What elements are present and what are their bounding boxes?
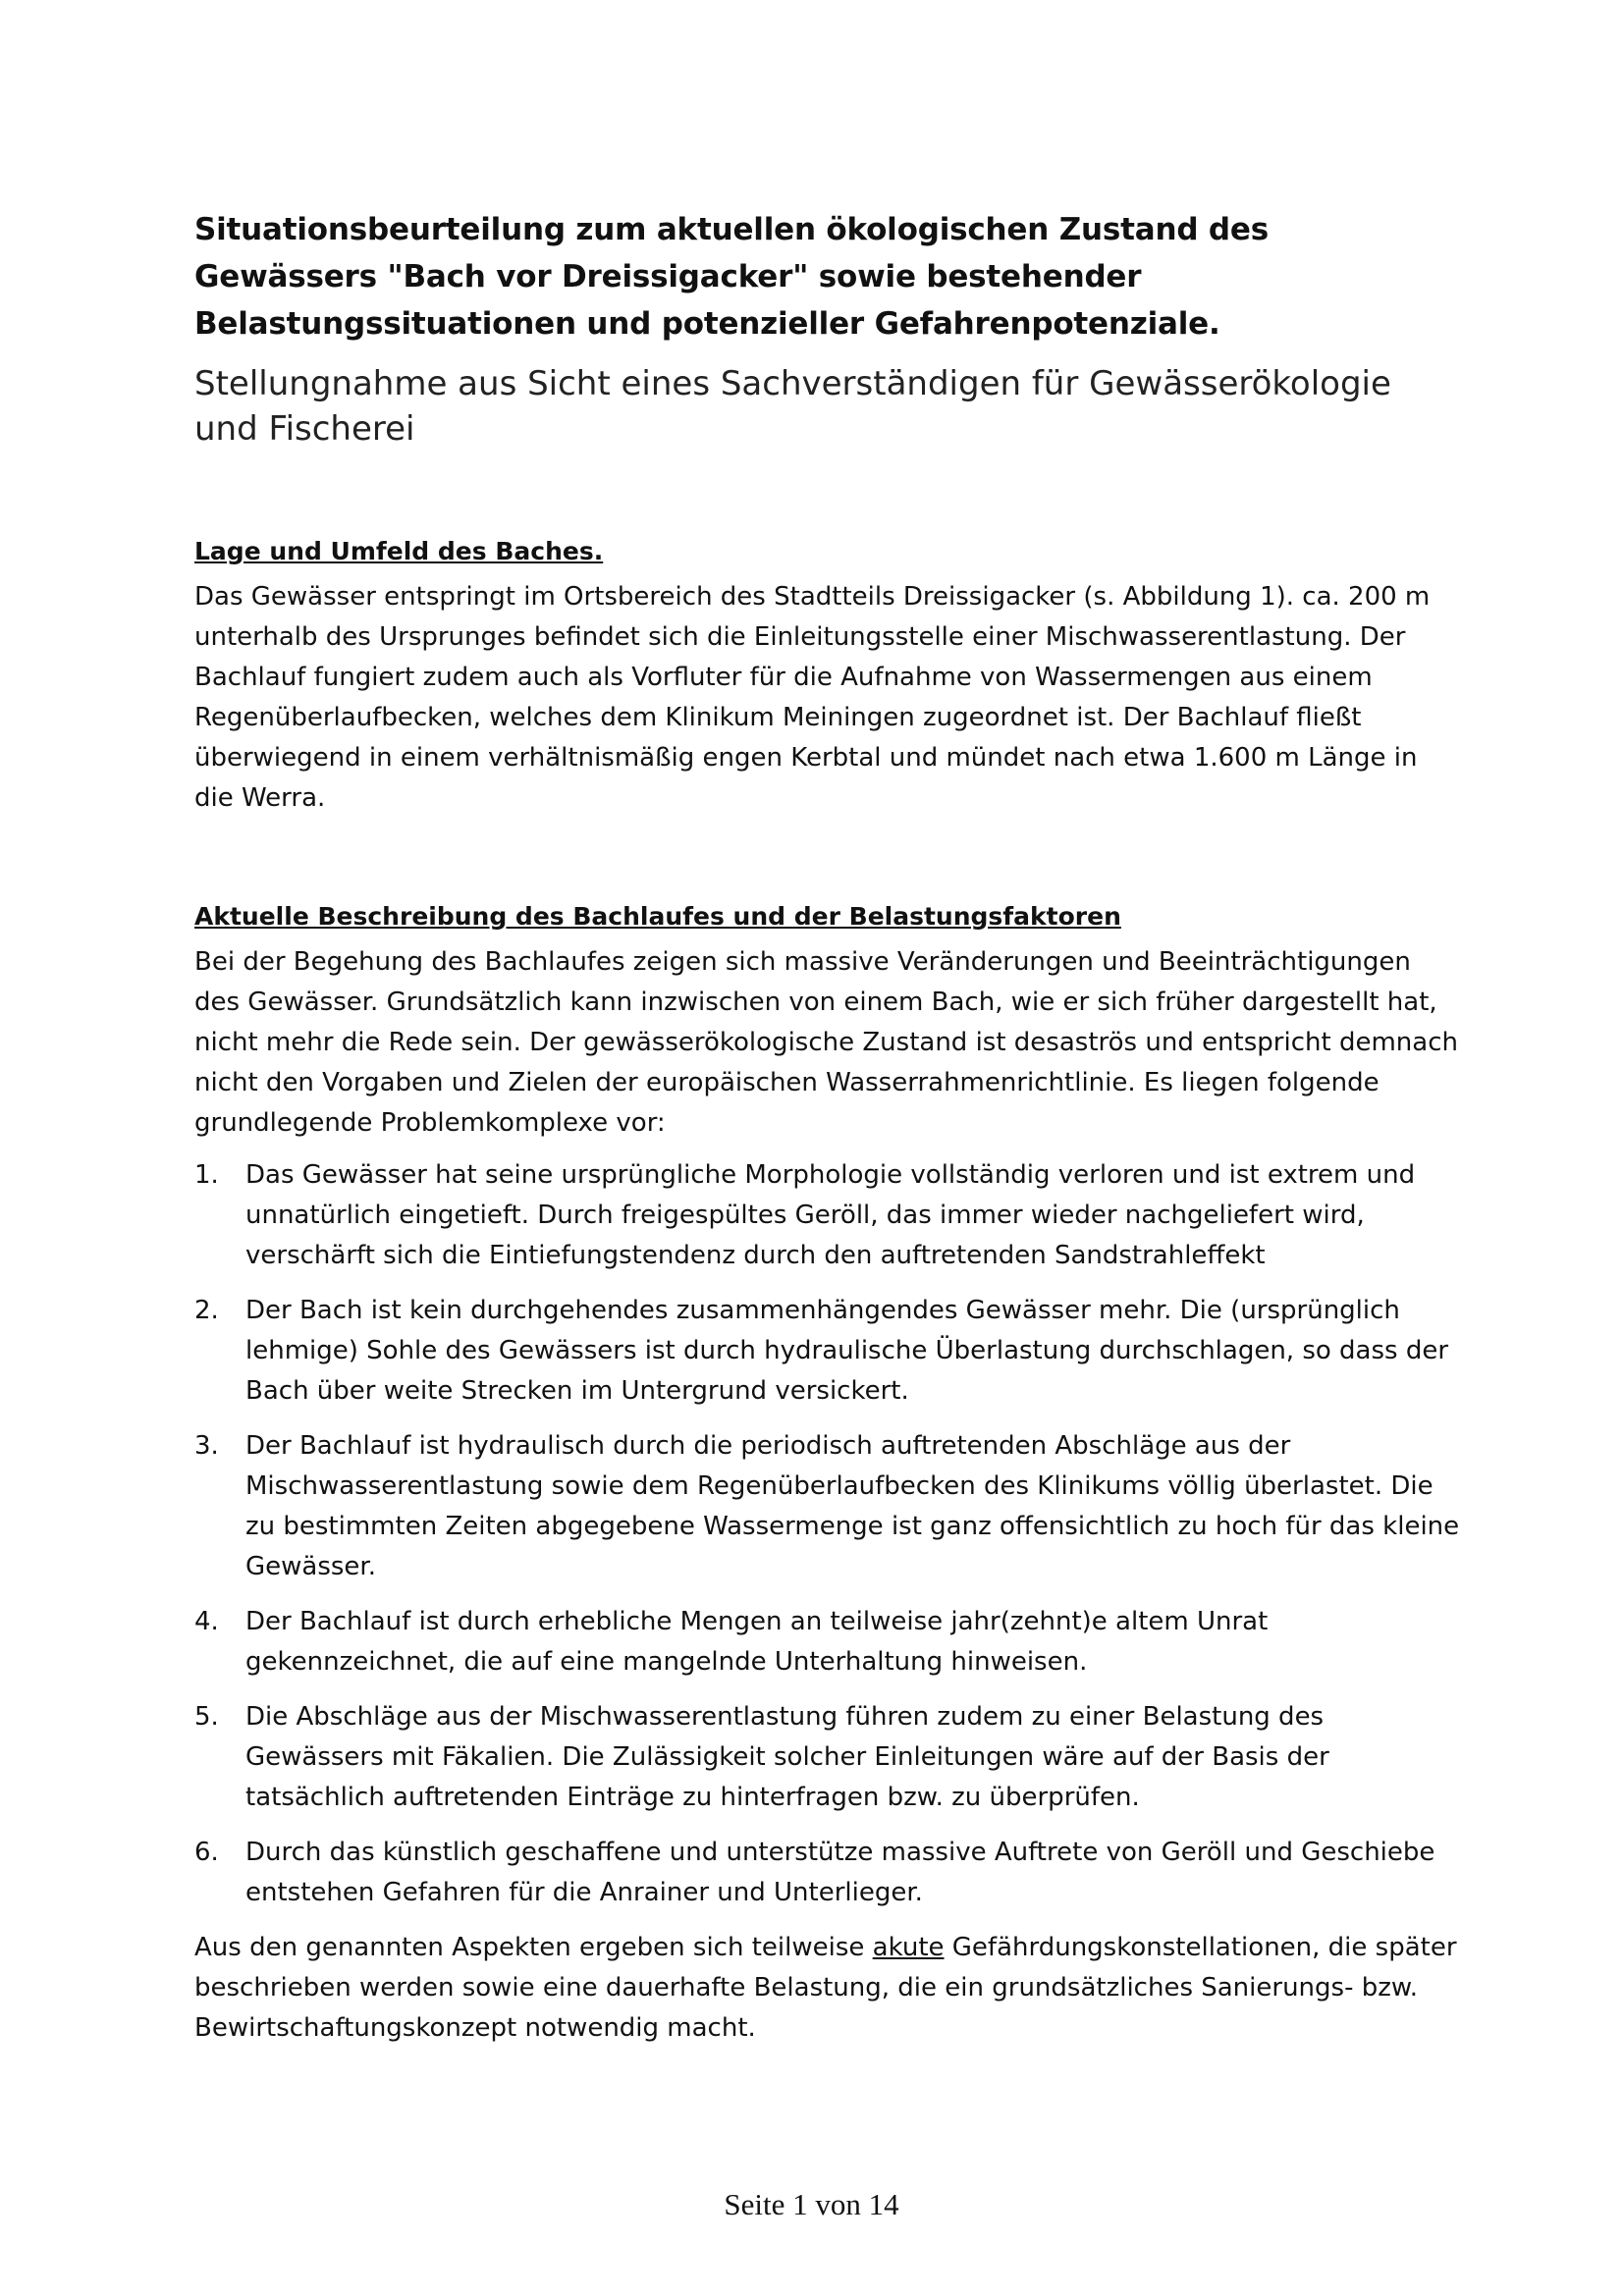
list-item-number: 2. — [194, 1296, 219, 1325]
list-item-number: 1. — [194, 1160, 219, 1190]
section-heading-lage: Lage und Umfeld des Baches. — [194, 537, 604, 565]
closing-text-start: Aus den genannten Aspekten ergeben sich teilweise — [194, 1933, 873, 1962]
page-number-footer: Seite 1 von 14 — [724, 2187, 899, 2221]
list-item — [194, 1155, 1461, 1276]
closing-paragraph — [194, 1928, 1461, 2049]
list-item-text: Der Bach ist kein durchgehendes zusammenhängendes Gewässer mehr. Die (ursprünglich lehmige) Sohle des Gewässers ist durch hydraulische Überlastung durchschlagen, so dass der Bach über weite Strecken im Untergrund versickert. — [245, 1296, 1449, 1406]
list-item — [194, 1602, 1461, 1682]
list-item-number: 3. — [194, 1431, 219, 1461]
closing-text-end: Gefährdungskonstellationen, die später beschrieben werden sowie eine dauerhafte Belastung, die ein grundsätzliches Sanierungs- bzw. Bewirtschaftungskonzept notwendig macht. — [194, 1933, 1457, 2043]
section-heading-beschreibung: Aktuelle Beschreibung des Bachlaufes und der Belastungsfaktoren — [194, 902, 1121, 931]
list-item — [194, 1833, 1461, 1913]
list-item-number: 4. — [194, 1607, 219, 1636]
list-item-text: Durch das künstlich geschaffene und unterstütze massive Auftrete von Geröll und Geschiebe entstehen Gefahren für die Anrainer und Unterlieger. — [245, 1838, 1435, 1907]
list-item-text: Der Bachlauf ist durch erhebliche Mengen an teilweise jahr(zehnt)e altem Unrat gekennzeichnet, die auf eine mangelnde Unterhaltung hinweisen. — [245, 1607, 1269, 1677]
section-intro-beschreibung: Bei der Begehung des Bachlaufes zeigen sich massive Veränderungen und Beeinträchtigungen des Gewässer. Grundsätzlich kann inzwischen von einem Bach, wie er sich früher dargestellt hat, nicht mehr die Rede sein. Der gewässerökologische Zustand ist desaströs und entspricht demnach nicht den Vorgaben und Zielen der europäischen Wasserrahmenrichtlinie. Es liegen folgende grundlegende Problemkomplexe vor: — [194, 947, 1458, 1138]
list-item-number: 5. — [194, 1702, 219, 1732]
section-paragraph-lage: Das Gewässer entspringt im Ortsbereich des Stadtteils Dreissigacker (s. Abbildung 1). ca. 200 m unterhalb des Ursprunges befindet sich die Einleitungsstelle einer Mischwasserentlastung. Der Bachlauf fungiert zudem auch als Vorfluter für die Aufnahme von Wassermengen aus einem Regenüberlaufbecken, welches dem Klinikum Meiningen zugeordnet ist. Der Bachlauf fließt überwiegend in einem verhältnismäßig engen Kerbtal und mündet nach etwa 1.600 m Länge in die Werra. — [194, 582, 1431, 813]
list-item-text: Die Abschläge aus der Mischwasserentlastung führen zudem zu einer Belastung des Gewässers mit Fäkalien. Die Zulässigkeit solcher Einleitungen wäre auf der Basis der tatsächlich auftretenden Einträge zu hinterfragen bzw. zu überprüfen. — [245, 1702, 1329, 1812]
list-item-text: Das Gewässer hat seine ursprüngliche Morphologie vollständig verloren und ist extrem und unnatürlich eingetieft. Durch freigespültes Geröll, das immer wieder nachgeliefert wird, verschärft sich die Eintiefungstendenz durch den auftretenden Sandstrahleffekt — [245, 1160, 1416, 1270]
list-item — [194, 1697, 1461, 1818]
document-title: Situationsbeurteilung zum aktuellen ökologischen Zustand des Gewässers "Bach vor Dreissigacker" sowie bestehender Belastungssituationen und potenzieller Gefahrenpotenziale. — [194, 212, 1269, 342]
problem-list — [194, 1155, 1461, 1913]
document-subtitle: Stellungnahme aus Sicht eines Sachverständigen für Gewässerökologie und Fischerei — [194, 364, 1391, 449]
list-item — [194, 1426, 1461, 1587]
list-item-text: Der Bachlauf ist hydraulisch durch die periodisch auftretenden Abschläge aus der Mischwasserentlastung sowie dem Regenüberlaufbecken des Klinikums völlig überlastet. Die zu bestimmten Zeiten abgegebene Wassermenge ist ganz offensichtlich zu hoch für das kleine Gewässer. — [245, 1431, 1460, 1581]
list-item-number: 6. — [194, 1838, 219, 1867]
document-page — [194, 206, 1461, 2049]
list-item — [194, 1291, 1461, 1412]
closing-emphasis-akute: akute — [872, 1933, 945, 1962]
